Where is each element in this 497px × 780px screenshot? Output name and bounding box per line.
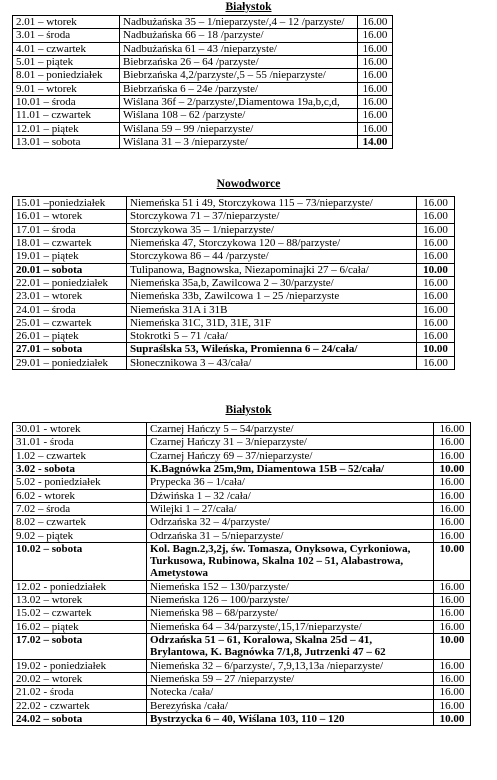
streets-cell: Biebrzańska 6 – 24e /parzyste/ bbox=[120, 82, 358, 95]
time-cell: 16.00 bbox=[434, 516, 471, 529]
time-cell: 10.00 bbox=[417, 263, 455, 276]
time-cell: 16.00 bbox=[417, 276, 455, 289]
streets-cell: Biebrzańska 4,2/parzyste/,5 – 55 /nieparzyste/ bbox=[120, 69, 358, 82]
day-cell: 17.02 – sobota bbox=[13, 634, 147, 660]
day-cell: 9.02 – piątek bbox=[13, 529, 147, 542]
streets-cell: Odrzańska 51 – 61, Koralowa, Skalna 25d – 41, Brylantowa, K. Bagnówka 7/1,8, Jutrzenki 47 – 62 bbox=[147, 634, 434, 660]
streets-cell: Wiślana 36f – 2/parzyste/,Diamentowa 19a,b,c,d, bbox=[120, 95, 358, 108]
time-cell: 16.00 bbox=[358, 55, 393, 68]
schedule-row bbox=[13, 436, 471, 449]
day-cell: 19.01 – piątek bbox=[13, 250, 127, 263]
schedule-row bbox=[13, 672, 471, 685]
streets-cell: Stokrotki 5 – 71 /cała/ bbox=[127, 330, 417, 343]
streets-cell: Kol. Bagn.2,3,2j, św. Tomasza, Onyksowa, Cyrkoniowa, Turkusowa, Rubinowa, Skalna 102 – 51, Alabastrowa, Ametystowa bbox=[147, 542, 434, 580]
schedule-row bbox=[13, 516, 471, 529]
day-cell: 15.01 –poniedziałek bbox=[13, 197, 127, 210]
schedule-row bbox=[13, 263, 455, 276]
time-cell: 10.00 bbox=[417, 343, 455, 356]
streets-cell: Słonecznikowa 3 – 43/cała/ bbox=[127, 356, 417, 369]
day-cell: 22.01 – poniedziałek bbox=[13, 276, 127, 289]
schedule-row bbox=[13, 276, 455, 289]
schedule-row bbox=[13, 95, 393, 108]
streets-cell: Niemeńska 32 – 6/parzyste/, 7,9,13,13a /nieparzyste/ bbox=[147, 659, 434, 672]
day-cell: 3.01 – środa bbox=[13, 29, 120, 42]
day-cell: 31.01 - środa bbox=[13, 436, 147, 449]
schedule-row bbox=[13, 343, 455, 356]
streets-cell: Odrzańska 32 – 4/parzyste/ bbox=[147, 516, 434, 529]
time-cell: 16.00 bbox=[358, 109, 393, 122]
schedule-row bbox=[13, 42, 393, 55]
schedule-row bbox=[13, 316, 455, 329]
day-cell: 23.01 – wtorek bbox=[13, 290, 127, 303]
time-cell: 16.00 bbox=[417, 356, 455, 369]
time-cell: 16.00 bbox=[417, 223, 455, 236]
time-cell: 16.00 bbox=[434, 659, 471, 672]
schedule-row bbox=[13, 449, 471, 462]
streets-cell: Berezyńska /cała/ bbox=[147, 699, 434, 712]
day-cell: 20.01 – sobota bbox=[13, 263, 127, 276]
time-cell: 16.00 bbox=[434, 476, 471, 489]
streets-cell: Niemeńska 31A i 31B bbox=[127, 303, 417, 316]
streets-cell: Nadbużańska 35 – 1/nieparzyste/,4 – 12 /parzyste/ bbox=[120, 16, 358, 29]
time-cell: 16.00 bbox=[434, 672, 471, 685]
time-cell: 16.00 bbox=[434, 436, 471, 449]
time-cell: 16.00 bbox=[434, 594, 471, 607]
streets-cell: Storczykowa 86 – 44 /parzyste/ bbox=[127, 250, 417, 263]
day-cell: 25.01 – czwartek bbox=[13, 316, 127, 329]
time-cell: 14.00 bbox=[358, 135, 393, 148]
streets-cell: Wiślana 108 – 62 /parzyste/ bbox=[120, 109, 358, 122]
time-cell: 16.00 bbox=[434, 580, 471, 593]
streets-cell: Niemeńska 33b, Zawilcowa 1 – 25 /nieparzyste bbox=[127, 290, 417, 303]
time-cell: 10.00 bbox=[434, 712, 471, 725]
streets-cell: Niemeńska 35a,b, Zawilcowa 2 – 30/parzyste/ bbox=[127, 276, 417, 289]
day-cell: 26.01 – piątek bbox=[13, 330, 127, 343]
schedule-row bbox=[13, 109, 393, 122]
streets-cell: Niemeńska 64 – 34/parzyste/,15,17/nieparzyste/ bbox=[147, 620, 434, 633]
streets-cell: Niemeńska 51 i 49, Storczykowa 115 – 73/nieparzyste/ bbox=[127, 197, 417, 210]
day-cell: 29.01 – poniedziałek bbox=[13, 356, 127, 369]
schedule-row bbox=[13, 250, 455, 263]
day-cell: 5.01 – piątek bbox=[13, 55, 120, 68]
day-cell: 15.02 – czwartek bbox=[13, 607, 147, 620]
time-cell: 16.00 bbox=[434, 423, 471, 436]
streets-cell: Czarnej Hańczy 31 – 3/nieparzyste/ bbox=[147, 436, 434, 449]
day-cell: 17.01 – środa bbox=[13, 223, 127, 236]
streets-cell: Nadbużańska 66 – 18 /parzyste/ bbox=[120, 29, 358, 42]
day-cell: 5.02 - poniedziałek bbox=[13, 476, 147, 489]
streets-cell: Dźwińska 1 – 32 /cała/ bbox=[147, 489, 434, 502]
time-cell: 16.00 bbox=[434, 489, 471, 502]
day-cell: 7.02 – środa bbox=[13, 502, 147, 515]
day-cell: 3.02 - sobota bbox=[13, 462, 147, 475]
day-cell: 13.01 – sobota bbox=[13, 135, 120, 148]
schedule-row bbox=[13, 69, 393, 82]
day-cell: 22.02 - czwartek bbox=[13, 699, 147, 712]
schedule-row bbox=[13, 197, 455, 210]
day-cell: 13.02 – wtorek bbox=[13, 594, 147, 607]
time-cell: 16.00 bbox=[358, 82, 393, 95]
schedule-row bbox=[13, 529, 471, 542]
time-cell: 16.00 bbox=[417, 303, 455, 316]
schedule-table-bialystok-1 bbox=[12, 15, 393, 149]
schedule-row bbox=[13, 686, 471, 699]
streets-cell: Notecka /cała/ bbox=[147, 686, 434, 699]
day-cell: 16.01 – wtorek bbox=[13, 210, 127, 223]
time-cell: 16.00 bbox=[417, 210, 455, 223]
streets-cell: Czarnej Hańczy 5 – 54/parzyste/ bbox=[147, 423, 434, 436]
time-cell: 16.00 bbox=[358, 42, 393, 55]
time-cell: 16.00 bbox=[417, 236, 455, 249]
schedule-row bbox=[13, 236, 455, 249]
day-cell: 12.02 - poniedziałek bbox=[13, 580, 147, 593]
streets-cell: Niemeńska 47, Storczykowa 120 – 88/parzyste/ bbox=[127, 236, 417, 249]
schedule-row bbox=[13, 620, 471, 633]
time-cell: 10.00 bbox=[434, 462, 471, 475]
schedule-row bbox=[13, 135, 393, 148]
day-cell: 2.01 – wtorek bbox=[13, 16, 120, 29]
time-cell: 10.00 bbox=[434, 542, 471, 580]
schedule-row bbox=[13, 659, 471, 672]
day-cell: 24.01 – środa bbox=[13, 303, 127, 316]
day-cell: 9.01 – wtorek bbox=[13, 82, 120, 95]
streets-cell: Prypecka 36 – 1/cała/ bbox=[147, 476, 434, 489]
time-cell: 16.00 bbox=[417, 197, 455, 210]
schedule-row bbox=[13, 580, 471, 593]
schedule-row bbox=[13, 16, 393, 29]
streets-cell: Niemeńska 152 – 130/parzyste/ bbox=[147, 580, 434, 593]
day-cell: 10.01 – środa bbox=[13, 95, 120, 108]
time-cell: 16.00 bbox=[417, 316, 455, 329]
streets-cell: Czarnej Hańczy 69 – 37/nieparzyste/ bbox=[147, 449, 434, 462]
day-cell: 10.02 – sobota bbox=[13, 542, 147, 580]
schedule-row bbox=[13, 476, 471, 489]
schedule-row bbox=[13, 356, 455, 369]
day-cell: 21.02 - środa bbox=[13, 686, 147, 699]
streets-cell: K.Bagnówka 25m,9m, Diamentowa 15B – 52/cała/ bbox=[147, 462, 434, 475]
schedule-row bbox=[13, 489, 471, 502]
day-cell: 20.02 – wtorek bbox=[13, 672, 147, 685]
schedule-row bbox=[13, 82, 393, 95]
streets-cell: Storczykowa 35 – 1/nieparzyste/ bbox=[127, 223, 417, 236]
day-cell: 8.01 – poniedziałek bbox=[13, 69, 120, 82]
schedule-row bbox=[13, 607, 471, 620]
section-title-bialystok-1: Białystok bbox=[225, 1, 272, 13]
time-cell: 16.00 bbox=[358, 69, 393, 82]
day-cell: 16.02 – piątek bbox=[13, 620, 147, 633]
time-cell: 16.00 bbox=[358, 122, 393, 135]
time-cell: 16.00 bbox=[434, 699, 471, 712]
day-cell: 12.01 – piątek bbox=[13, 122, 120, 135]
streets-cell: Biebrzańska 26 – 64 /parzyste/ bbox=[120, 55, 358, 68]
streets-cell: Wilejki 1 – 27/cała/ bbox=[147, 502, 434, 515]
streets-cell: Wiślana 31 – 3 /nieparzyste/ bbox=[120, 135, 358, 148]
time-cell: 16.00 bbox=[434, 529, 471, 542]
schedule-table-bialystok-2 bbox=[12, 422, 471, 726]
time-cell: 16.00 bbox=[417, 330, 455, 343]
schedule-row bbox=[13, 712, 471, 725]
day-cell: 6.02 - wtorek bbox=[13, 489, 147, 502]
schedule-row bbox=[13, 699, 471, 712]
streets-cell: Niemeńska 126 – 100/parzyste/ bbox=[147, 594, 434, 607]
streets-cell: Niemeńska 31C, 31D, 31E, 31F bbox=[127, 316, 417, 329]
time-cell: 10.00 bbox=[434, 634, 471, 660]
section-title-nowodworce: Nowodworce bbox=[216, 178, 281, 190]
schedule-row bbox=[13, 634, 471, 660]
day-cell: 1.02 – czwartek bbox=[13, 449, 147, 462]
schedule-row bbox=[13, 594, 471, 607]
streets-cell: Storczykowa 71 – 37/nieparzyste/ bbox=[127, 210, 417, 223]
streets-cell: Nadbużańska 61 – 43 /nieparzyste/ bbox=[120, 42, 358, 55]
time-cell: 16.00 bbox=[434, 620, 471, 633]
time-cell: 16.00 bbox=[358, 29, 393, 42]
streets-cell: Tulipanowa, Bagnowska, Niezapominajki 27 – 6/cała/ bbox=[127, 263, 417, 276]
schedule-row bbox=[13, 122, 393, 135]
time-cell: 16.00 bbox=[358, 16, 393, 29]
time-cell: 16.00 bbox=[358, 95, 393, 108]
day-cell: 4.01 – czwartek bbox=[13, 42, 120, 55]
streets-cell: Odrzańska 31 – 5/nieparzyste/ bbox=[147, 529, 434, 542]
streets-cell: Bystrzycka 6 – 40, Wiślana 103, 110 – 120 bbox=[147, 712, 434, 725]
schedule-row bbox=[13, 502, 471, 515]
day-cell: 11.01 – czwartek bbox=[13, 109, 120, 122]
day-cell: 18.01 – czwartek bbox=[13, 236, 127, 249]
schedule-row bbox=[13, 223, 455, 236]
time-cell: 16.00 bbox=[417, 290, 455, 303]
schedule-row bbox=[13, 423, 471, 436]
schedule-row bbox=[13, 462, 471, 475]
schedule-table-nowodworce bbox=[12, 196, 455, 370]
time-cell: 16.00 bbox=[434, 449, 471, 462]
time-cell: 16.00 bbox=[417, 250, 455, 263]
streets-cell: Niemeńska 98 – 68/parzyste/ bbox=[147, 607, 434, 620]
schedule-row bbox=[13, 290, 455, 303]
schedule-row bbox=[13, 55, 393, 68]
day-cell: 19.02 - poniedziałek bbox=[13, 659, 147, 672]
time-cell: 16.00 bbox=[434, 686, 471, 699]
schedule-row bbox=[13, 210, 455, 223]
streets-cell: Wiślana 59 – 99 /nieparzyste/ bbox=[120, 122, 358, 135]
day-cell: 24.02 – sobota bbox=[13, 712, 147, 725]
schedule-row bbox=[13, 330, 455, 343]
schedule-row bbox=[13, 29, 393, 42]
day-cell: 30.01 - wtorek bbox=[13, 423, 147, 436]
day-cell: 8.02 – czwartek bbox=[13, 516, 147, 529]
day-cell: 27.01 – sobota bbox=[13, 343, 127, 356]
schedule-row bbox=[13, 542, 471, 580]
time-cell: 16.00 bbox=[434, 607, 471, 620]
schedule-row bbox=[13, 303, 455, 316]
time-cell: 16.00 bbox=[434, 502, 471, 515]
streets-cell: Niemeńska 59 – 27 /nieparzyste/ bbox=[147, 672, 434, 685]
streets-cell: Supraślska 53, Wileńska, Promienna 6 – 24/cała/ bbox=[127, 343, 417, 356]
section-title-bialystok-2: Białystok bbox=[225, 404, 272, 416]
